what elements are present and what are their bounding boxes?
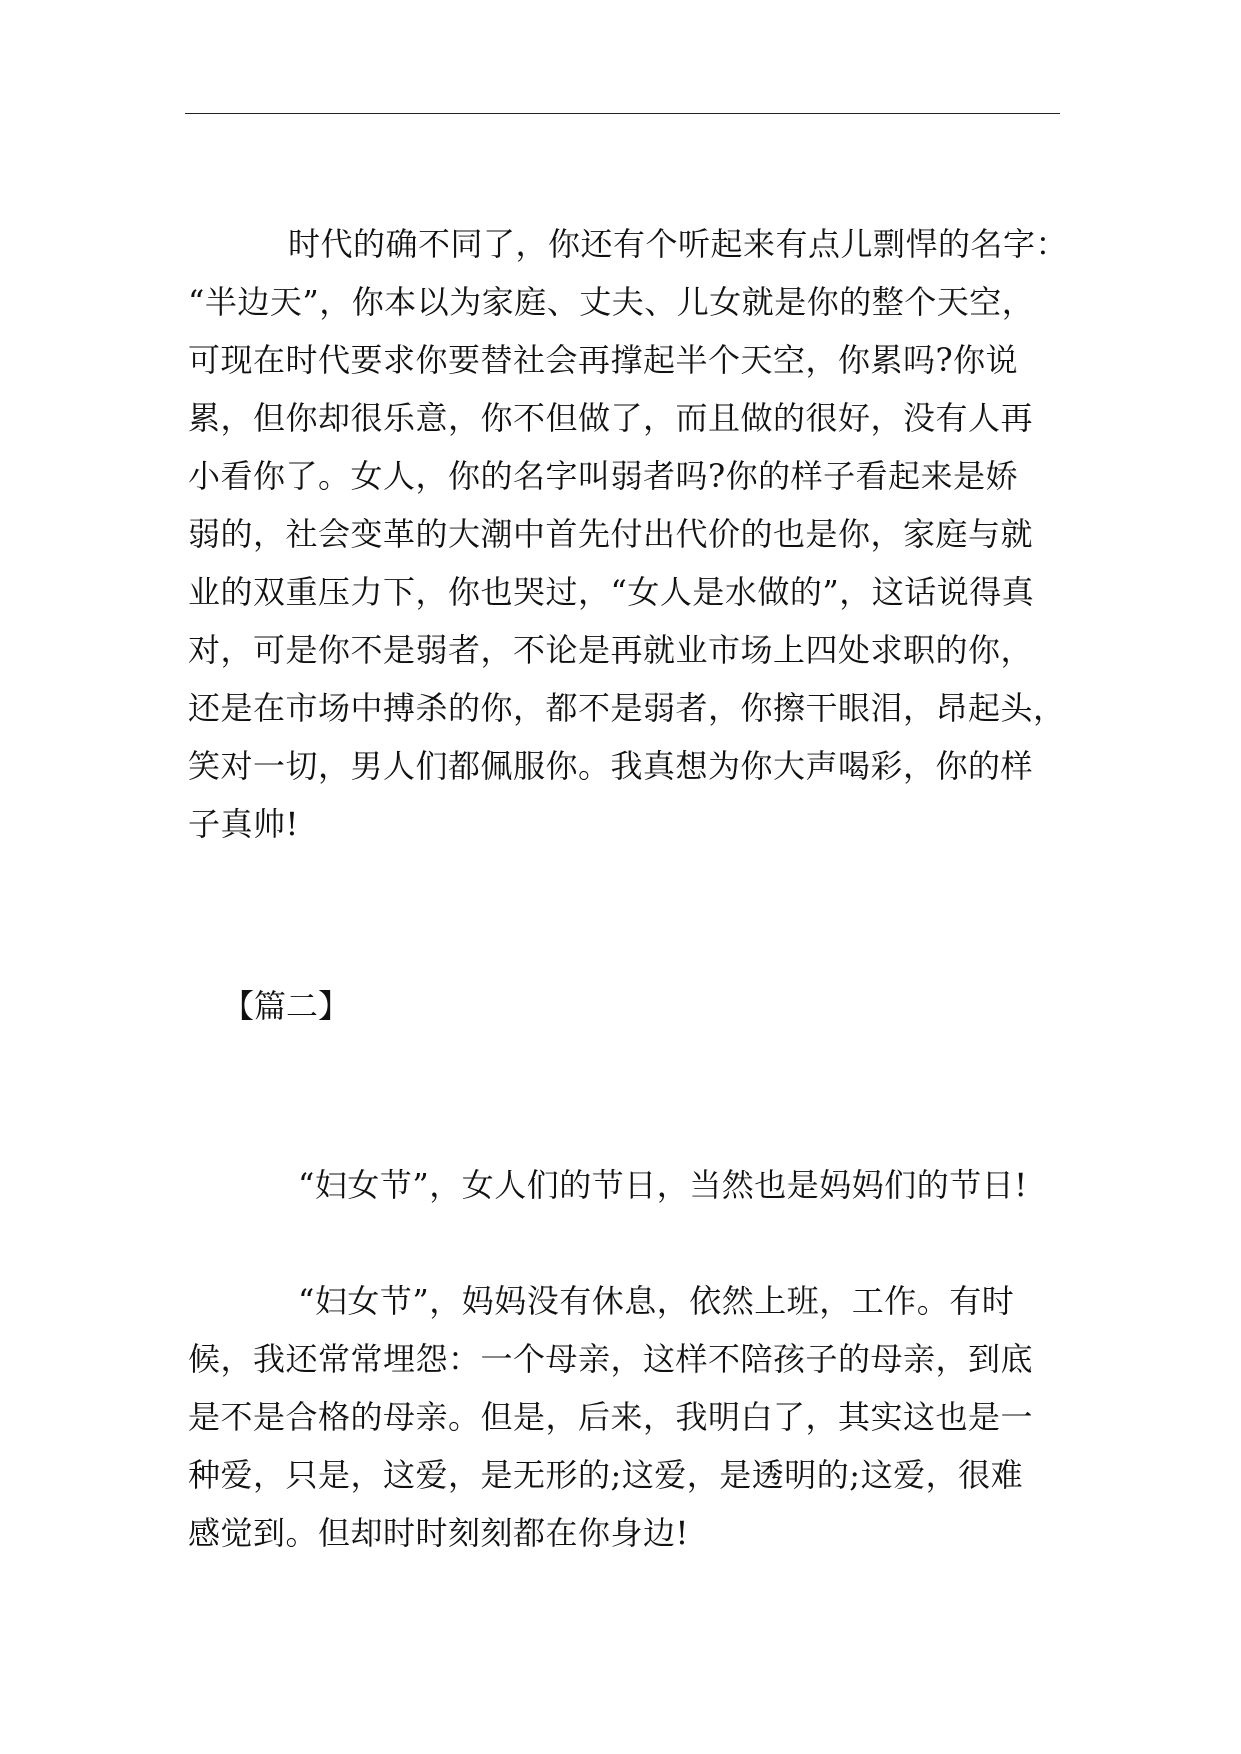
paragraph-line: 还是在市场中搏杀的你，都不是弱者，你擦干眼泪，昂起头，	[188, 689, 1066, 727]
paragraph-line: “妇女节”，妈妈没有休息，依然上班，工作。有时	[298, 1282, 1015, 1320]
paragraph-line: 业的双重压力下，你也哭过，“女人是水做的”，这话说得真	[188, 573, 1035, 611]
paragraph-line: 是不是合格的母亲。但是，后来，我明白了，其实这也是一	[188, 1398, 1034, 1436]
section-title: 【篇二】	[222, 987, 351, 1025]
paragraph-line: “半边天”，你本以为家庭、丈夫、儿女就是你的整个天空，	[188, 283, 1035, 321]
paragraph-line: 弱的，社会变革的大潮中首先付出代价的也是你，家庭与就	[188, 515, 1034, 553]
paragraph-line: 笑对一切，男人们都佩服你。我真想为你大声喝彩，你的样	[188, 747, 1034, 785]
paragraph-line: 累，但你却很乐意，你不但做了，而且做的很好，没有人再	[188, 399, 1034, 437]
paragraph-line: 候，我还常常埋怨：一个母亲，这样不陪孩子的母亲，到底	[188, 1340, 1034, 1378]
paragraph-line: 种爱，只是，这爱，是无形的;这爱，是透明的;这爱，很难	[188, 1456, 1024, 1494]
paragraph-line: 可现在时代要求你要替社会再撑起半个天空，你累吗?你说	[188, 341, 1019, 379]
paragraph-line: 感觉到。但却时时刻刻都在你身边!	[188, 1514, 689, 1552]
header-rule	[185, 113, 1060, 114]
paragraph-line: 小看你了。女人，你的名字叫弱者吗?你的样子看起来是娇	[188, 457, 1019, 495]
paragraph-line: 对，可是你不是弱者，不论是再就业市场上四处求职的你，	[188, 631, 1034, 669]
paragraph-line: 子真帅!	[188, 805, 299, 843]
paragraph-line: “妇女节”，女人们的节日，当然也是妈妈们的节日!	[298, 1166, 1028, 1204]
paragraph-line: 时代的确不同了，你还有个听起来有点儿剽悍的名字：	[288, 225, 1069, 263]
